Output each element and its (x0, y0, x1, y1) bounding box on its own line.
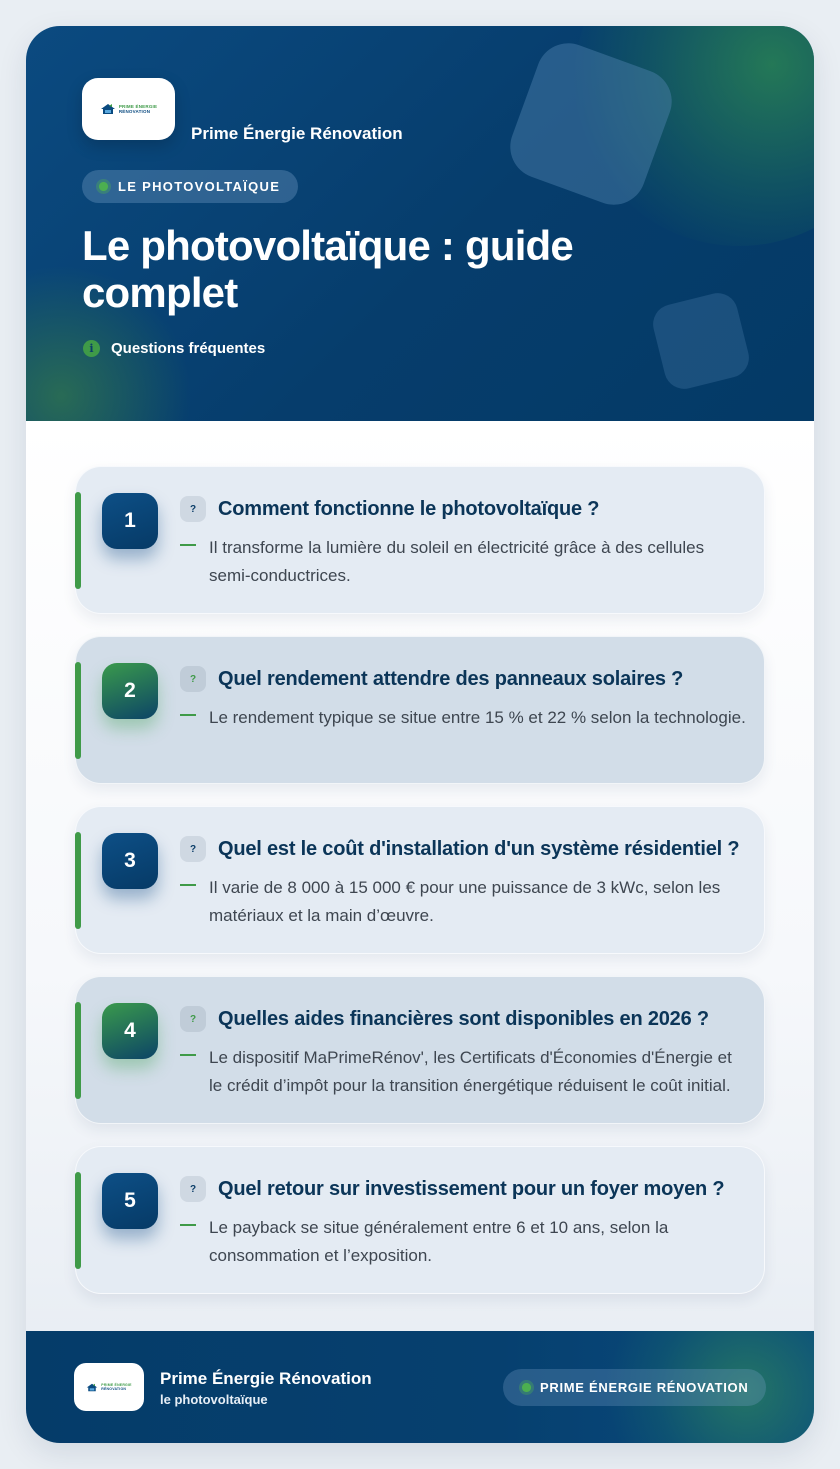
question-icon: ? (180, 1006, 206, 1032)
faq-item-1 (75, 466, 765, 614)
faq-question: Quel est le coût d'installation d'un système résidentiel ? (218, 838, 740, 860)
accent-bar (75, 492, 81, 589)
info-icon: i (83, 340, 100, 357)
faq-item-4 (75, 976, 765, 1124)
status-dot-icon (519, 1380, 534, 1395)
faq-item-3 (75, 806, 765, 954)
faq-item-2 (75, 636, 765, 784)
faq-answer: Il transforme la lumière du soleil en électricité grâce à des cellules semi-conductrices. (209, 538, 705, 585)
decorative-shape (649, 289, 753, 393)
footer-pill-label: PRIME ÉNERGIE RÉNOVATION (540, 1380, 749, 1395)
dash-icon (180, 1224, 196, 1226)
accent-bar (75, 1172, 81, 1269)
faq-number: 5 (102, 1173, 158, 1229)
hero-banner (26, 26, 814, 421)
faq-number: 4 (102, 1003, 158, 1059)
content-card (26, 26, 814, 1443)
house-icon (100, 103, 116, 115)
question-icon: ? (180, 496, 206, 522)
faq-answer: Le payback se situe généralement entre 6 et 10 ans, selon la consommation et l’exposition. (209, 1218, 669, 1265)
faq-question: Quel rendement attendre des panneaux solaires ? (218, 668, 684, 690)
dash-icon (180, 714, 196, 716)
faq-question: Quelles aides financières sont disponibles en 2026 ? (218, 1008, 709, 1030)
status-dot-icon (96, 179, 111, 194)
faq-number: 1 (102, 493, 158, 549)
faq-item-5 (75, 1146, 765, 1294)
question-icon: ? (180, 1176, 206, 1202)
question-icon: ? (180, 666, 206, 692)
faq-list (26, 421, 814, 1331)
footer-logo: PRIME ÉNERGIE RÉNOVATION (74, 1363, 144, 1411)
faq-answer: Le dispositif MaPrimeRénov', les Certificats d'Économies d'Énergie et le crédit d’impôt pour la transition énergétique réduisent le coût initial. (209, 1048, 732, 1095)
faq-answer: Le rendement typique se situe entre 15 % et 22 % selon la technologie. (209, 708, 746, 727)
category-pill (82, 170, 298, 203)
category-label: LE PHOTOVOLTAÏQUE (118, 179, 281, 194)
footer (26, 1331, 814, 1443)
faq-subtitle (83, 340, 265, 357)
question-icon: ? (180, 836, 206, 862)
faq-answer: Il varie de 8 000 à 15 000 € pour une puissance de 3 kWc, selon les matériaux et la main d’œuvre. (209, 878, 721, 925)
faq-question: Comment fonctionne le photovoltaïque ? (218, 498, 600, 520)
dash-icon (180, 884, 196, 886)
footer-brand: Prime Énergie Rénovation (160, 1369, 372, 1388)
dash-icon (180, 1054, 196, 1056)
dash-icon (180, 544, 196, 546)
faq-number: 3 (102, 833, 158, 889)
footer-pill (503, 1369, 766, 1406)
accent-bar (75, 832, 81, 929)
page-title: Le photovoltaïque : guide complet (82, 222, 573, 316)
brand-name: Prime Énergie Rénovation (191, 124, 403, 143)
footer-subtitle: le photovoltaïque (160, 1392, 268, 1407)
faq-number: 2 (102, 663, 158, 719)
faq-subtitle-label: Questions fréquentes (111, 340, 266, 357)
brand-logo: PRIME ÉNERGIE RÉNOVATION (82, 78, 175, 140)
accent-bar (75, 1002, 81, 1099)
faq-question: Quel retour sur investissement pour un foyer moyen ? (218, 1178, 725, 1200)
house-icon (86, 1383, 98, 1392)
accent-bar (75, 662, 81, 759)
